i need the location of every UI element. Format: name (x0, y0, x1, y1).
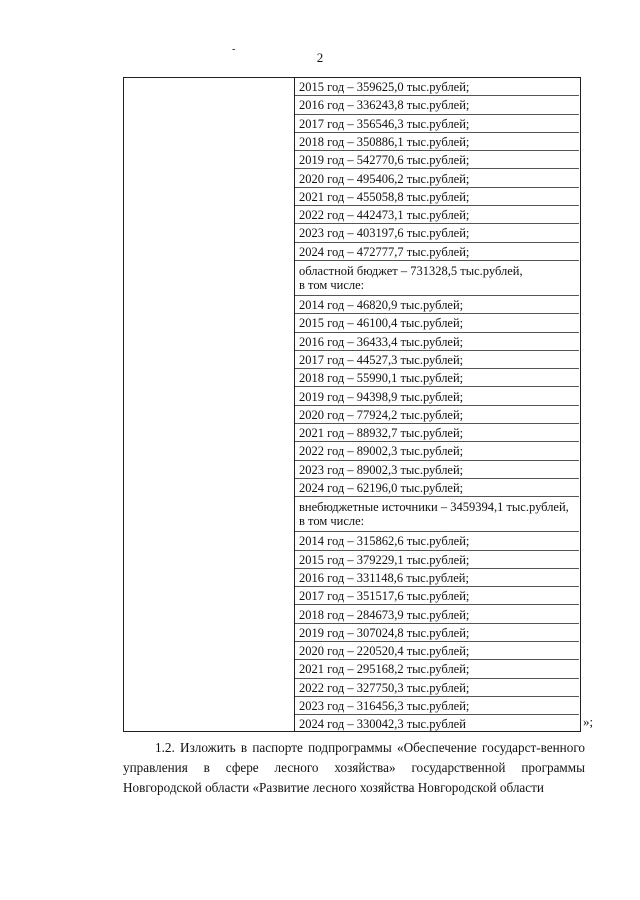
table-row: 2024 год – 62196,0 тыс.рублей; (295, 479, 579, 497)
table-row: 2015 год – 379229,1 тыс.рублей; (295, 551, 579, 569)
table-row: 2021 год – 88932,7 тыс.рублей; (295, 424, 579, 442)
table-row: 2017 год – 44527,3 тыс.рублей; (295, 351, 579, 369)
table-row: 2017 год – 351517,6 тыс.рублей; (295, 587, 579, 605)
section-header-line1: внебюджетные источники – 3459394,1 тыс.рублей, (299, 500, 569, 515)
table-row: 2016 год – 331148,6 тыс.рублей; (295, 569, 579, 587)
table-row: 2015 год – 46100,4 тыс.рублей; (295, 314, 579, 332)
table-row: 2021 год – 295168,2 тыс.рублей; (295, 660, 579, 678)
body-paragraph (123, 738, 585, 798)
table-row: 2020 год – 220520,4 тыс.рублей; (295, 642, 579, 660)
table-row: 2019 год – 542770,6 тыс.рублей; (295, 151, 579, 169)
table-row: 2022 год – 89002,3 тыс.рублей; (295, 442, 579, 460)
table-right-column (295, 78, 581, 731)
table-row: 2019 год – 307024,8 тыс.рублей; (295, 624, 579, 642)
table-row: 2023 год – 89002,3 тыс.рублей; (295, 461, 579, 479)
table-row: 2018 год – 350886,1 тыс.рублей; (295, 133, 579, 151)
section-header (295, 261, 579, 296)
table-left-column (124, 78, 295, 731)
table-row: 2022 год – 442473,1 тыс.рублей; (295, 206, 579, 224)
paragraph-text: 1.2. Изложить в паспорте подпрограммы «Обеспечение государст-венного управления в сфере лесного хозяйства» государственной программы Новгородской области «Развитие лесного хозяйства Новгородской области (123, 740, 585, 795)
table-row: 2014 год – 46820,9 тыс.рублей; (295, 296, 579, 314)
table-row: 2018 год – 284673,9 тыс.рублей; (295, 606, 579, 624)
table-row: 2018 год – 55990,1 тыс.рублей; (295, 369, 579, 387)
table-row: 2024 год – 472777,7 тыс.рублей; (295, 243, 579, 261)
table-row: 2022 год – 327750,3 тыс.рублей; (295, 679, 579, 697)
table-row: 2023 год – 316456,3 тыс.рублей; (295, 697, 579, 715)
table-row: 2021 год – 455058,8 тыс.рублей; (295, 188, 579, 206)
table-row: 2019 год – 94398,9 тыс.рублей; (295, 388, 579, 406)
table-row: 2015 год – 359625,0 тыс.рублей; (295, 78, 579, 96)
stray-mark: - (232, 44, 236, 55)
section-header-line2: в том числе: (299, 278, 365, 292)
closing-quote: »; (583, 714, 594, 729)
table-row: 2014 год – 315862,6 тыс.рублей; (295, 532, 579, 550)
table-row: 2024 год – 330042,3 тыс.рублей (299, 717, 466, 732)
financing-table (123, 77, 581, 732)
table-row: 2016 год – 336243,8 тыс.рублей; (295, 96, 579, 114)
table-row: 2020 год – 77924,2 тыс.рублей; (295, 406, 579, 424)
section-header (295, 497, 579, 532)
table-row: 2017 год – 356546,3 тыс.рублей; (295, 115, 579, 133)
table-row: 2023 год – 403197,6 тыс.рублей; (295, 224, 579, 242)
table-row: 2020 год – 495406,2 тыс.рублей; (295, 170, 579, 188)
section-header-line2: в том числе: (299, 514, 365, 529)
table-row: 2016 год – 36433,4 тыс.рублей; (295, 333, 579, 351)
page-number: 2 (316, 50, 324, 65)
section-header-line1: областной бюджет – 731328,5 тыс.рублей, (299, 264, 523, 278)
